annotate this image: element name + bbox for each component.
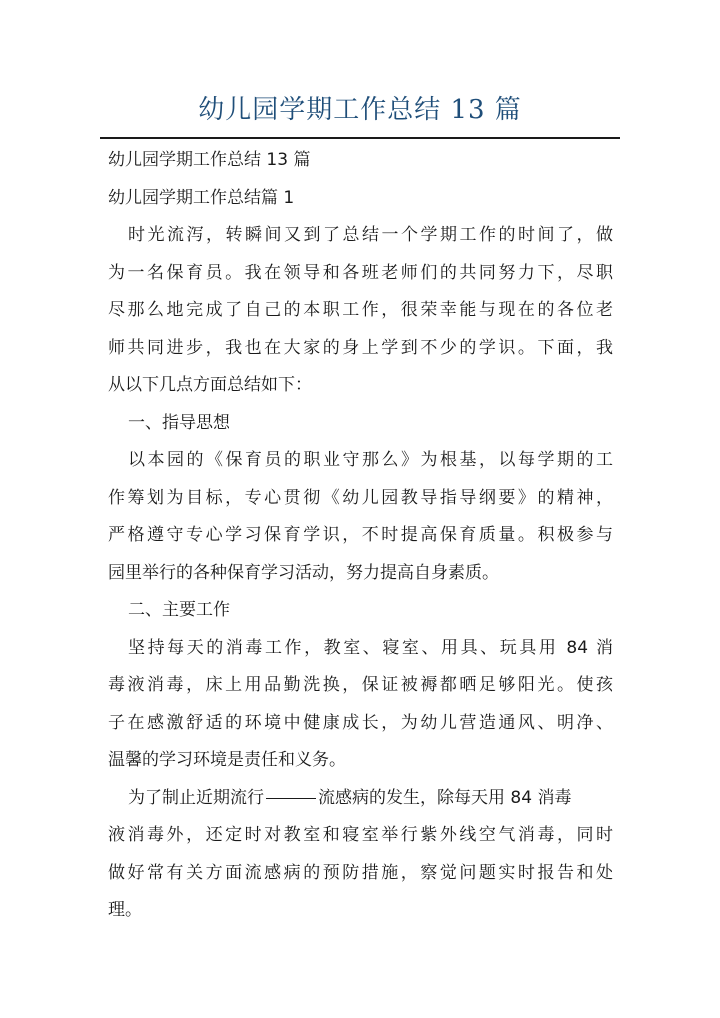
paragraph-line: 尽那么地完成了自己的本职工作，很荣幸能与现在的各位老 (108, 300, 613, 320)
paragraph-line: 为一名保育员。我在领导和各班老师们的共同努力下，尽职 (108, 262, 613, 283)
section-heading: 一、指导思想 (128, 412, 230, 433)
document-title: 幼儿园学期工作总结 13 篇 (198, 95, 522, 125)
document-body (108, 142, 613, 930)
paragraph-line: 坚持每天的消毒工作，教室、寝室、用具、玩具用 84 消 (128, 637, 613, 658)
paragraph-line: 师共同进步，我也在大家的身上学到不少的学识。下面，我 (108, 337, 613, 358)
paragraph-line: 严格遵守专心学习保育学识，不时提高保育质量。积极参与 (108, 525, 613, 545)
paragraph-line: 温馨的学习环境是责任和义务。 (108, 750, 346, 770)
paragraph-line: 做好常有关方面流感病的预防措施，察觉问题实时报告和处 (108, 862, 613, 883)
paragraph-line: 从以下几点方面总结如下： (108, 375, 312, 395)
paragraph-line: 园里举行的各种保育学习活动，努力提高自身素质。 (108, 562, 499, 583)
paragraph-line: 毒液消毒，床上用品勤洗换，保证被褥都晒足够阳光。使孩 (108, 675, 613, 695)
paragraph-line: 液消毒外，还定时对教室和寝室举行紫外线空气消毒，同时 (108, 825, 613, 845)
paragraph-line: 子在感激舒适的环境中健康成长，为幼儿营造通风、明净、 (108, 712, 613, 733)
paragraph-line: 以本园的《保育员的职业守那么》为根基，以每学期的工 (128, 450, 613, 470)
title-divider (100, 137, 620, 139)
line-text: 流感病的发生，除每天用 84 消毒 (318, 787, 572, 808)
heading-line: 幼儿园学期工作总结 13 篇 (108, 150, 311, 170)
paragraph-line (108, 780, 613, 818)
paragraph-line: 时光流泻，转瞬间又到了总结一个学期工作的时间了，做 (128, 225, 613, 245)
section-heading: 二、主要工作 (128, 600, 230, 620)
subheading: 幼儿园学期工作总结篇 1 (108, 187, 295, 208)
paragraph-line: 作筹划为目标，专心贯彻《幼儿园教导指导纲要》的精神， (108, 487, 613, 508)
paragraph-line: 理。 (108, 900, 142, 920)
line-text: 为了制止近期流行 (128, 787, 264, 808)
fill-in-blank (266, 797, 316, 799)
